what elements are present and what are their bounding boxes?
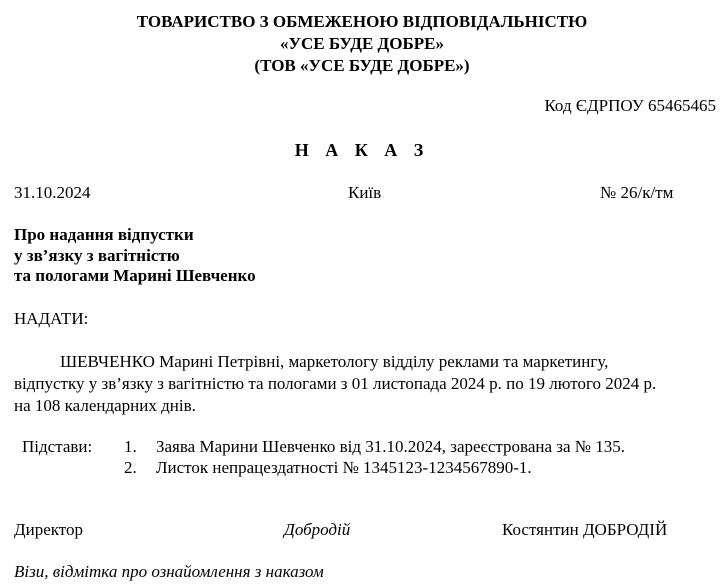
signatory-name: Костянтин ДОБРОДІЙ bbox=[502, 520, 668, 539]
order-city: Київ bbox=[348, 183, 382, 202]
visas-acknowledgement-note: Візи, відмітка про ознайомлення з наказом bbox=[14, 562, 324, 581]
organization-full-name: ТОВАРИСТВО З ОБМЕЖЕНОЮ ВІДПОВІДАЛЬНІСТЮ bbox=[136, 12, 588, 31]
subject-line: та пологами Марині Шевченко bbox=[14, 266, 256, 285]
directive-heading: НАДАТИ: bbox=[14, 309, 89, 328]
grounds-item-text: Листок непрацездатності № 1345123-1234567890-1. bbox=[156, 458, 532, 477]
subject-line: Про надання відпустки bbox=[14, 225, 194, 244]
edrpou-code: Код ЄДРПОУ 65465465 bbox=[544, 96, 716, 115]
grounds-item-text: Заява Марини Шевченко від 31.10.2024, зареєстрована за № 135. bbox=[156, 437, 626, 456]
subject-line: у зв’язку з вагітністю bbox=[14, 246, 180, 265]
grounds-item-number: 1. bbox=[124, 437, 137, 456]
body-line: на 108 календарних днів. bbox=[14, 396, 196, 415]
signatory-position: Директор bbox=[14, 520, 83, 539]
organization-quoted-name: «УСЕ БУДЕ ДОБРЕ» bbox=[280, 34, 444, 53]
grounds-item-number: 2. bbox=[124, 458, 137, 477]
order-date: 31.10.2024 bbox=[14, 183, 91, 202]
order-number: № 26/к/тм bbox=[600, 183, 674, 202]
body-line: ШЕВЧЕНКО Марині Петрівні, маркетологу відділу реклами та маркетингу, bbox=[60, 352, 609, 371]
document-title: Н А К А З bbox=[294, 140, 430, 160]
grounds-label: Підстави: bbox=[22, 437, 93, 456]
signature: Добродій bbox=[284, 520, 351, 539]
organization-short-name: (ТОВ «УСЕ БУДЕ ДОБРЕ») bbox=[254, 56, 470, 75]
body-line: відпустку у зв’язку з вагітністю та пологами з 01 листопада 2024 р. по 19 лютого 2024 р. bbox=[14, 374, 657, 393]
